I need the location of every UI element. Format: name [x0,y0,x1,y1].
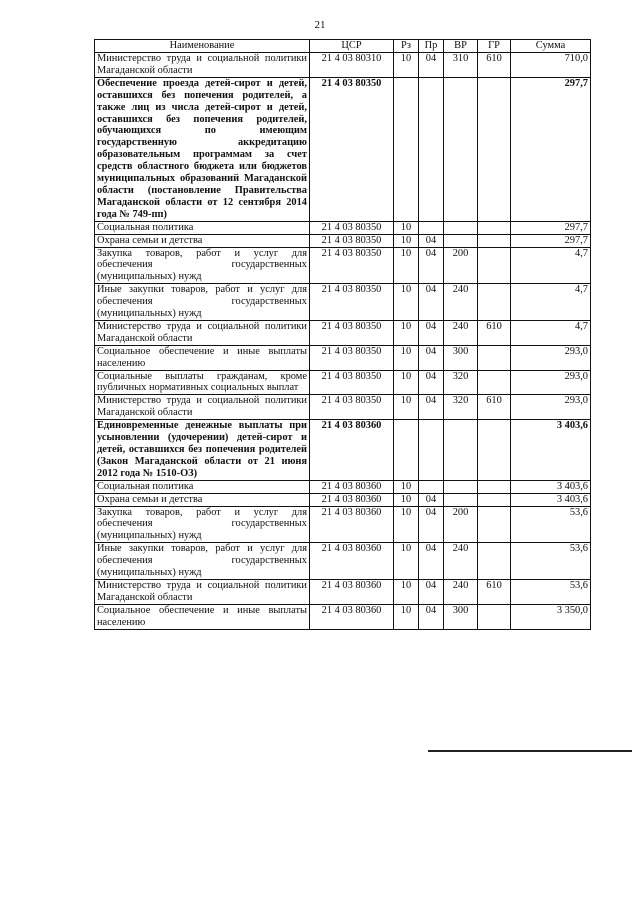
cell-gr [478,604,511,629]
cell-pr: 04 [419,284,444,321]
cell-vr: 240 [444,320,478,345]
cell-csr: 21 4 03 80350 [310,77,394,221]
cell-csr: 21 4 03 80360 [310,420,394,481]
cell-sum: 710,0 [511,53,591,78]
cell-rz: 10 [394,320,419,345]
cell-rz [394,77,419,221]
cell-sum: 3 403,6 [511,480,591,493]
cell-rz: 10 [394,480,419,493]
table-row [95,579,591,604]
cell-gr [478,420,511,481]
cell-gr: 610 [478,53,511,78]
cell-pr: 04 [419,53,444,78]
cell-name: Обеспечение проезда детей-сирот и детей, оставшихся без попечения родителей, а также лиц из числа детей-сирот и детей, оставшихся без попечения родителей, обучающихся по имеющим государственную аккредитацию образовательным программам за счет средств областного бюджета или бюджетов муниципальных образований Магаданской области (постановление Правительства Магаданской области от 12 сентября 2014 года № 749-пп) [95,77,310,221]
cell-sum: 4,7 [511,320,591,345]
cell-gr [478,370,511,395]
cell-sum: 3 350,0 [511,604,591,629]
cell-pr: 04 [419,234,444,247]
page-number: 21 [314,19,326,31]
cell-rz: 10 [394,370,419,395]
cell-gr [478,247,511,284]
cell-sum: 3 403,6 [511,493,591,506]
cell-gr [478,506,511,543]
cell-pr [419,221,444,234]
cell-csr: 21 4 03 80310 [310,53,394,78]
cell-vr: 240 [444,579,478,604]
cell-pr [419,480,444,493]
cell-vr [444,234,478,247]
cell-name: Закупка товаров, работ и услуг для обеспечения государственных (муниципальных) нужд [95,506,310,543]
cell-rz: 10 [394,345,419,370]
table-row [95,395,591,420]
cell-pr: 04 [419,506,444,543]
table-row [95,543,591,580]
header-rz: Рз [394,40,419,53]
cell-vr [444,493,478,506]
cell-sum: 53,6 [511,543,591,580]
table-row [95,77,591,221]
table-row [95,493,591,506]
cell-sum: 53,6 [511,506,591,543]
cell-pr [419,77,444,221]
cell-name: Социальная политика [95,221,310,234]
cell-name: Закупка товаров, работ и услуг для обеспечения государственных (муниципальных) нужд [95,247,310,284]
table-row [95,506,591,543]
cell-name: Социальное обеспечение и иные выплаты населению [95,604,310,629]
budget-table [94,39,591,630]
cell-rz: 10 [394,221,419,234]
cell-pr [419,420,444,481]
table-row [95,345,591,370]
cell-sum: 293,0 [511,345,591,370]
header-name: Наименование [95,40,310,53]
cell-csr: 21 4 03 80350 [310,247,394,284]
cell-vr [444,480,478,493]
cell-gr [478,345,511,370]
table-row [95,420,591,481]
table-row [95,234,591,247]
table-row [95,284,591,321]
cell-csr: 21 4 03 80350 [310,370,394,395]
cell-rz: 10 [394,284,419,321]
cell-sum: 53,6 [511,579,591,604]
cell-sum: 3 403,6 [511,420,591,481]
cell-csr: 21 4 03 80350 [310,345,394,370]
cell-name: Охрана семьи и детства [95,234,310,247]
cell-vr [444,420,478,481]
cell-name: Иные закупки товаров, работ и услуг для обеспечения государственных (муниципальных) нужд [95,284,310,321]
cell-sum: 297,7 [511,77,591,221]
header-csr: ЦСР [310,40,394,53]
cell-gr: 610 [478,395,511,420]
cell-name: Социальное обеспечение и иные выплаты населению [95,345,310,370]
cell-vr: 300 [444,345,478,370]
cell-pr: 04 [419,345,444,370]
cell-csr: 21 4 03 80360 [310,493,394,506]
cell-gr [478,221,511,234]
cell-vr: 240 [444,284,478,321]
cell-rz: 10 [394,234,419,247]
cell-vr [444,221,478,234]
cell-pr: 04 [419,493,444,506]
cell-name: Иные закупки товаров, работ и услуг для обеспечения государственных (муниципальных) нужд [95,543,310,580]
header-row [95,40,591,53]
header-vr: ВР [444,40,478,53]
cell-sum: 4,7 [511,247,591,284]
table-row [95,221,591,234]
cell-sum: 297,7 [511,221,591,234]
cell-rz: 10 [394,543,419,580]
cell-vr: 200 [444,247,478,284]
cell-csr: 21 4 03 80360 [310,579,394,604]
cell-rz: 10 [394,395,419,420]
cell-csr: 21 4 03 80360 [310,604,394,629]
cell-vr: 200 [444,506,478,543]
cell-rz: 10 [394,247,419,284]
cell-rz: 10 [394,604,419,629]
cell-gr [478,543,511,580]
cell-pr: 04 [419,543,444,580]
table-row [95,370,591,395]
table-row [95,320,591,345]
cell-gr: 610 [478,320,511,345]
cell-rz [394,420,419,481]
cell-sum: 293,0 [511,395,591,420]
cell-pr: 04 [419,370,444,395]
table-row [95,247,591,284]
cell-gr [478,284,511,321]
cell-pr: 04 [419,604,444,629]
cell-csr: 21 4 03 80350 [310,320,394,345]
footer-divider [428,750,632,752]
cell-gr: 610 [478,579,511,604]
header-pr: Пр [419,40,444,53]
cell-csr: 21 4 03 80360 [310,480,394,493]
cell-name: Министерство труда и социальной политики Магаданской области [95,320,310,345]
cell-name: Социальные выплаты гражданам, кроме публичных нормативных социальных выплат [95,370,310,395]
cell-vr: 320 [444,395,478,420]
cell-csr: 21 4 03 80360 [310,506,394,543]
cell-csr: 21 4 03 80350 [310,234,394,247]
header-sum: Сумма [511,40,591,53]
cell-vr: 320 [444,370,478,395]
cell-rz: 10 [394,493,419,506]
cell-vr: 310 [444,53,478,78]
cell-rz: 10 [394,53,419,78]
cell-vr: 300 [444,604,478,629]
cell-name: Министерство труда и социальной политики Магаданской области [95,579,310,604]
cell-pr: 04 [419,395,444,420]
cell-rz: 10 [394,506,419,543]
cell-name: Министерство труда и социальной политики Магаданской области [95,395,310,420]
cell-csr: 21 4 03 80350 [310,221,394,234]
cell-pr: 04 [419,579,444,604]
cell-csr: 21 4 03 80360 [310,543,394,580]
cell-csr: 21 4 03 80350 [310,395,394,420]
cell-rz: 10 [394,579,419,604]
cell-vr: 240 [444,543,478,580]
header-gr: ГР [478,40,511,53]
cell-gr [478,493,511,506]
cell-gr [478,234,511,247]
cell-name: Охрана семьи и детства [95,493,310,506]
cell-name: Министерство труда и социальной политики Магаданской области [95,53,310,78]
cell-pr: 04 [419,320,444,345]
table-row [95,53,591,78]
cell-csr: 21 4 03 80350 [310,284,394,321]
cell-vr [444,77,478,221]
cell-name: Единовременные денежные выплаты при усыновлении (удочерении) детей-сирот и детей, оставшихся без попечения родителей (Закон Магаданской области от 21 июня 2012 года № 1510-ОЗ) [95,420,310,481]
cell-sum: 293,0 [511,370,591,395]
cell-gr [478,480,511,493]
cell-sum: 4,7 [511,284,591,321]
cell-gr [478,77,511,221]
cell-pr: 04 [419,247,444,284]
table-row [95,604,591,629]
cell-name: Социальная политика [95,480,310,493]
table-row [95,480,591,493]
cell-sum: 297,7 [511,234,591,247]
